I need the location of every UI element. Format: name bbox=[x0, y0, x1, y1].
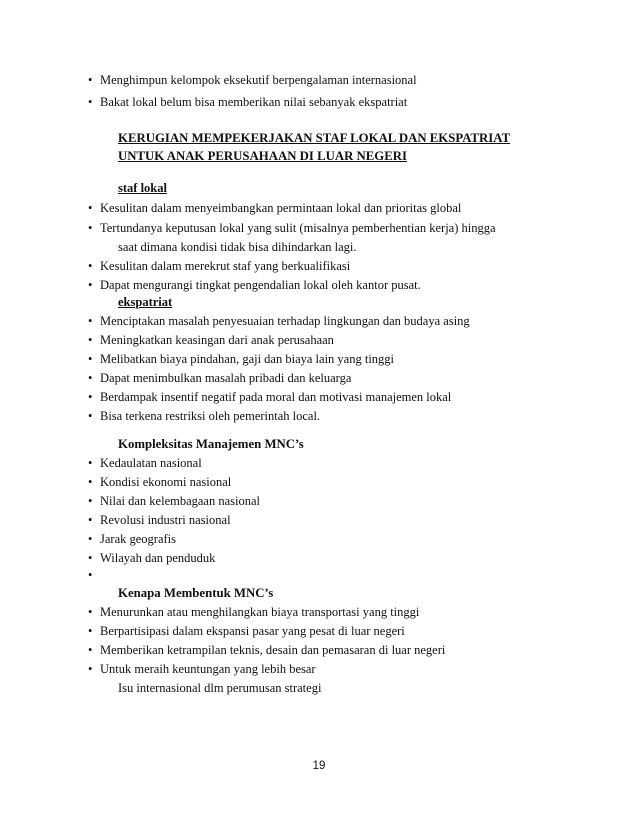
bullet: • bbox=[88, 352, 93, 366]
list-item: • Memberikan ketrampilan teknis, desain dan pemasaran di luar negeri bbox=[88, 643, 446, 657]
list-item: • Berpartisipasi dalam ekspansi pasar yang pesat di luar negeri bbox=[88, 624, 405, 638]
list-item: • Kesulitan dalam merekrut staf yang berkualifikasi bbox=[88, 259, 351, 273]
list-item: • Jarak geografis bbox=[88, 532, 177, 546]
list-item: • Menciptakan masalah penyesuaian terhadap lingkungan dan budaya asing bbox=[88, 314, 470, 328]
bullet: • bbox=[88, 494, 93, 508]
list-item: • Melibatkan biaya pindahan, gaji dan biaya lain yang tinggi bbox=[88, 352, 395, 366]
list-item: • Bisa terkena restriksi oleh pemerintah local. bbox=[88, 409, 321, 423]
bullet: • bbox=[88, 314, 93, 328]
list-item: • Kondisi ekonomi nasional bbox=[88, 475, 232, 489]
bullet: • bbox=[88, 278, 93, 292]
list-item: • Kedaulatan nasional bbox=[88, 456, 202, 470]
bullet: • bbox=[88, 643, 93, 657]
bullet: • bbox=[88, 568, 93, 582]
bullet: • bbox=[88, 95, 93, 109]
bullet: • bbox=[88, 605, 93, 619]
page-number: 19 bbox=[312, 760, 326, 772]
section-heading: Kompleksitas Manajemen MNC’s bbox=[118, 437, 304, 451]
bullet: • bbox=[88, 201, 93, 215]
bullet: • bbox=[88, 662, 93, 676]
subsection-title: ekspatriat bbox=[118, 295, 173, 309]
section-heading: UNTUK ANAK PERUSAHAAN DI LUAR NEGERI bbox=[118, 149, 408, 163]
bullet: • bbox=[88, 221, 93, 235]
section-heading: Kenapa Membentuk MNC’s bbox=[118, 586, 274, 600]
paragraph-text: Isu internasional dlm perumusan strategi bbox=[118, 681, 322, 695]
bullet: • bbox=[88, 532, 93, 546]
list-item-continuation: saat dimana kondisi tidak bisa dihindarkan lagi. bbox=[118, 240, 357, 254]
bullet: • bbox=[88, 73, 93, 87]
list-item: • Menurunkan atau menghilangkan biaya transportasi yang tinggi bbox=[88, 605, 420, 619]
subsection-title: staf lokal bbox=[118, 181, 167, 195]
list-item: • Untuk meraih keuntungan yang lebih besar bbox=[88, 662, 316, 676]
bullet: • bbox=[88, 456, 93, 470]
list-item: • Kesulitan dalam menyeimbangkan permintaan lokal dan prioritas global bbox=[88, 201, 462, 215]
list-item: • Wilayah dan penduduk bbox=[88, 551, 216, 565]
list-item: • Nilai dan kelembagaan nasional bbox=[88, 494, 261, 508]
bullet: • bbox=[88, 551, 93, 565]
list-item: • Meningkatkan keasingan dari anak perusahaan bbox=[88, 333, 334, 347]
section-heading: KERUGIAN MEMPEKERJAKAN STAF LOKAL DAN EKSPATRIAT bbox=[118, 131, 511, 145]
bullet: • bbox=[88, 390, 93, 404]
list-item: • Bakat lokal belum bisa memberikan nilai sebanyak ekspatriat bbox=[88, 95, 408, 109]
list-item: • Berdampak insentif negatif pada moral dan motivasi manajemen lokal bbox=[88, 390, 452, 404]
list-item: • Revolusi industri nasional bbox=[88, 513, 231, 527]
bullet: • bbox=[88, 333, 93, 347]
bullet: • bbox=[88, 624, 93, 638]
list-item: • Menghimpun kelompok eksekutif berpengalaman internasional bbox=[88, 73, 417, 87]
bullet: • bbox=[88, 475, 93, 489]
bullet: • bbox=[88, 409, 93, 423]
bullet: • bbox=[88, 513, 93, 527]
list-item: • Tertundanya keputusan lokal yang sulit (misalnya pemberhentian kerja) hingga bbox=[88, 221, 496, 235]
bullet: • bbox=[88, 371, 93, 385]
list-item: • Dapat menimbulkan masalah pribadi dan keluarga bbox=[88, 371, 352, 385]
bullet: • bbox=[88, 259, 93, 273]
list-item: • Dapat mengurangi tingkat pengendalian lokal oleh kantor pusat. bbox=[88, 278, 421, 292]
